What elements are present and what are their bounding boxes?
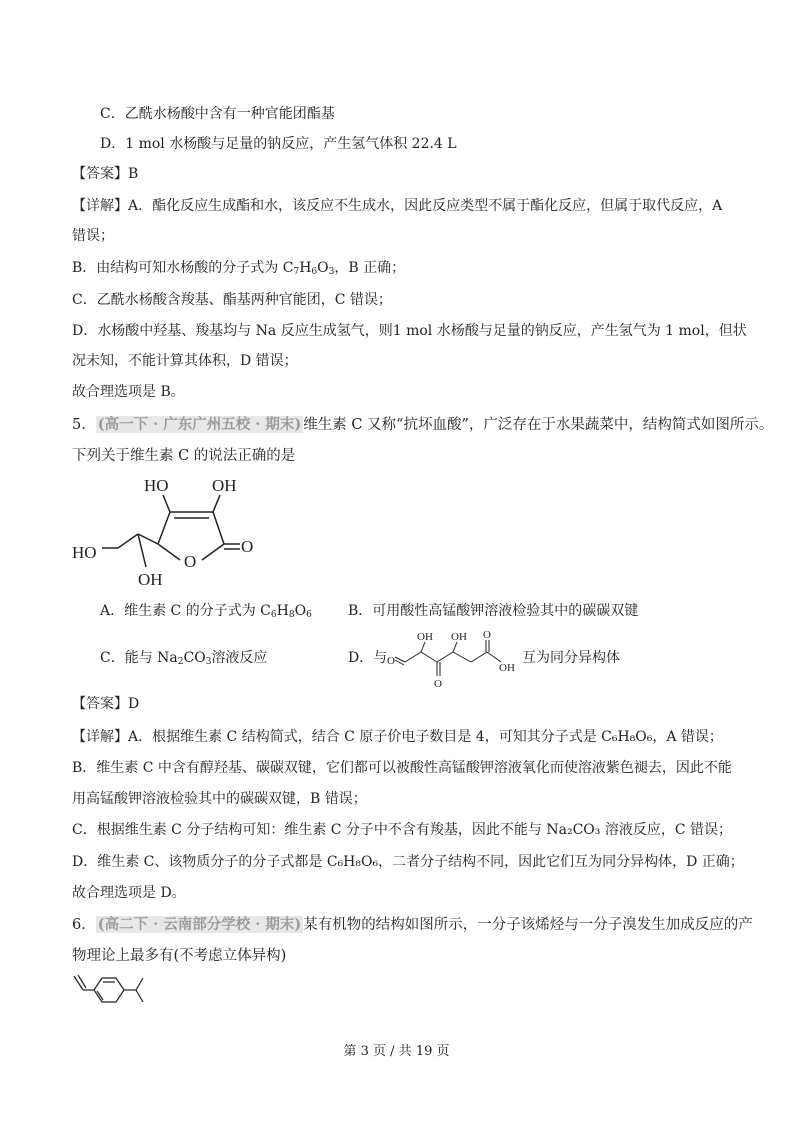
q5-option-c: C．能与 $Na_2CO_3$溶液反应 xyxy=(100,650,268,667)
q4-detail-d-cont: 况未知，不能计算其体积，D 错误； xyxy=(72,353,298,369)
q5-stem-cont: 下列关于维生素 C 的说法正确的是 xyxy=(72,448,296,464)
q4-option-c: C．乙酰水杨酸中含有一种官能团酯基 xyxy=(100,106,335,122)
mol-oh-bottom: OH xyxy=(138,570,163,589)
q4-option-d: D．1 mol 水杨酸与足量的钠反应，产生氢气体积 22.4 L xyxy=(100,136,457,152)
q4-detail-c: C．乙酰水杨酸含羧基、酯基两种官能团，C 错误； xyxy=(72,292,392,308)
q5-conclusion: 故合理选项是 D。 xyxy=(72,885,186,901)
q4-detail-a: 【详解】A．酯化反应生成酯和水，该反应不生成水，因此反应类型不属于酯化反应，但属于取代反应，A xyxy=(72,198,723,214)
mol-carbonyl-oxygen: O xyxy=(241,537,254,556)
mol-oh-left: HO xyxy=(144,476,169,495)
page-footer: 第 3 页 / 共 19 页 xyxy=(343,1044,450,1059)
vitamin-c-structure xyxy=(66,470,266,595)
mol-ho-chain: HO xyxy=(72,543,97,562)
q5-source-tag: (高一下 · 广东广州五校 · 期末) xyxy=(97,416,302,433)
q6-source-tag: (高二下 · 云南部分学校 · 期末) xyxy=(97,916,302,933)
q4-answer: 【答案】B xyxy=(72,166,139,182)
q5-detail-d: D．维生素 C、该物质分子的分子式都是 C₆H₈O₆，二者分子结构不同，因此它们互为同分异构体，D 正确； xyxy=(72,854,744,870)
q5-option-a: A．维生素 C 的分子式为 $C_6H_8O_6$ xyxy=(100,603,312,620)
q4-detail-b: B．由结构可知水杨酸的分子式为 $C_7H_6O_3$，B 正确； xyxy=(72,260,406,277)
q5-answer: 【答案】D xyxy=(72,696,140,712)
q5-option-d-suffix: 互为同分异构体 xyxy=(522,650,620,666)
q6-stem: 6． (高二下 · 云南部分学校 · 期末) 某有机物的结构如图所示，一分子该烯烃与一分子溴发生加成反应的产 xyxy=(72,916,753,933)
q6-diene-structure xyxy=(70,970,160,1010)
optd-acid-oh: OH xyxy=(499,662,515,674)
q5-detail-a: 【详解】A．根据维生素 C 结构简式，结合 C 原子价电子数目是 4，可知其分子式是 C₆H₈O₆，A 错误； xyxy=(72,729,723,745)
q5-detail-c: C．根据维生素 C 分子结构可知：维生素 C 分子中不含有羧基，因此不能与 Na₂CO₃ 溶液反应，C 错误； xyxy=(72,822,733,838)
q5-detail-b: B．维生素 C 中含有醇羟基、碳碳双键，它们都可以被酸性高锰酸钾溶液氧化而使溶液紫色褪去，因此不能 xyxy=(72,760,732,776)
option-d-structure xyxy=(385,626,523,688)
q6-stem-cont: 物理论上最多有(不考虑立体异构) xyxy=(72,948,287,964)
q5-option-d-prefix: D．与 xyxy=(348,650,388,666)
q5-stem: 5． (高一下 · 广东广州五校 · 期末) 维生素 C 又称“抗坏血酸”，广泛存在于水果蔬菜中，结构简式如图所示。 xyxy=(72,416,774,433)
q4-conclusion: 故合理选项是 B。 xyxy=(72,384,185,400)
q4-detail-a-cont: 错误； xyxy=(72,228,114,244)
mol-oh-right: OH xyxy=(212,476,237,495)
optd-ketone-oxygen: O xyxy=(434,678,442,688)
optd-acid-oxygen: O xyxy=(483,629,491,641)
q5-detail-b-cont: 用高锰酸钾溶液检验其中的碳碳双键，B 错误； xyxy=(72,791,367,807)
q4-detail-d: D．水杨酸中羟基、羧基均与 Na 反应生成氢气，则1 mol 水杨酸与足量的钠反应，产生氢气为 1 mol，但状 xyxy=(72,323,747,339)
optd-oh-2: OH xyxy=(451,631,467,643)
optd-aldehyde-oxygen: O xyxy=(387,655,395,667)
q5-option-b: B．可用酸性高锰酸钾溶液检验其中的碳碳双键 xyxy=(348,603,639,619)
mol-ring-oxygen: O xyxy=(184,552,197,571)
optd-oh-1: OH xyxy=(417,631,433,643)
